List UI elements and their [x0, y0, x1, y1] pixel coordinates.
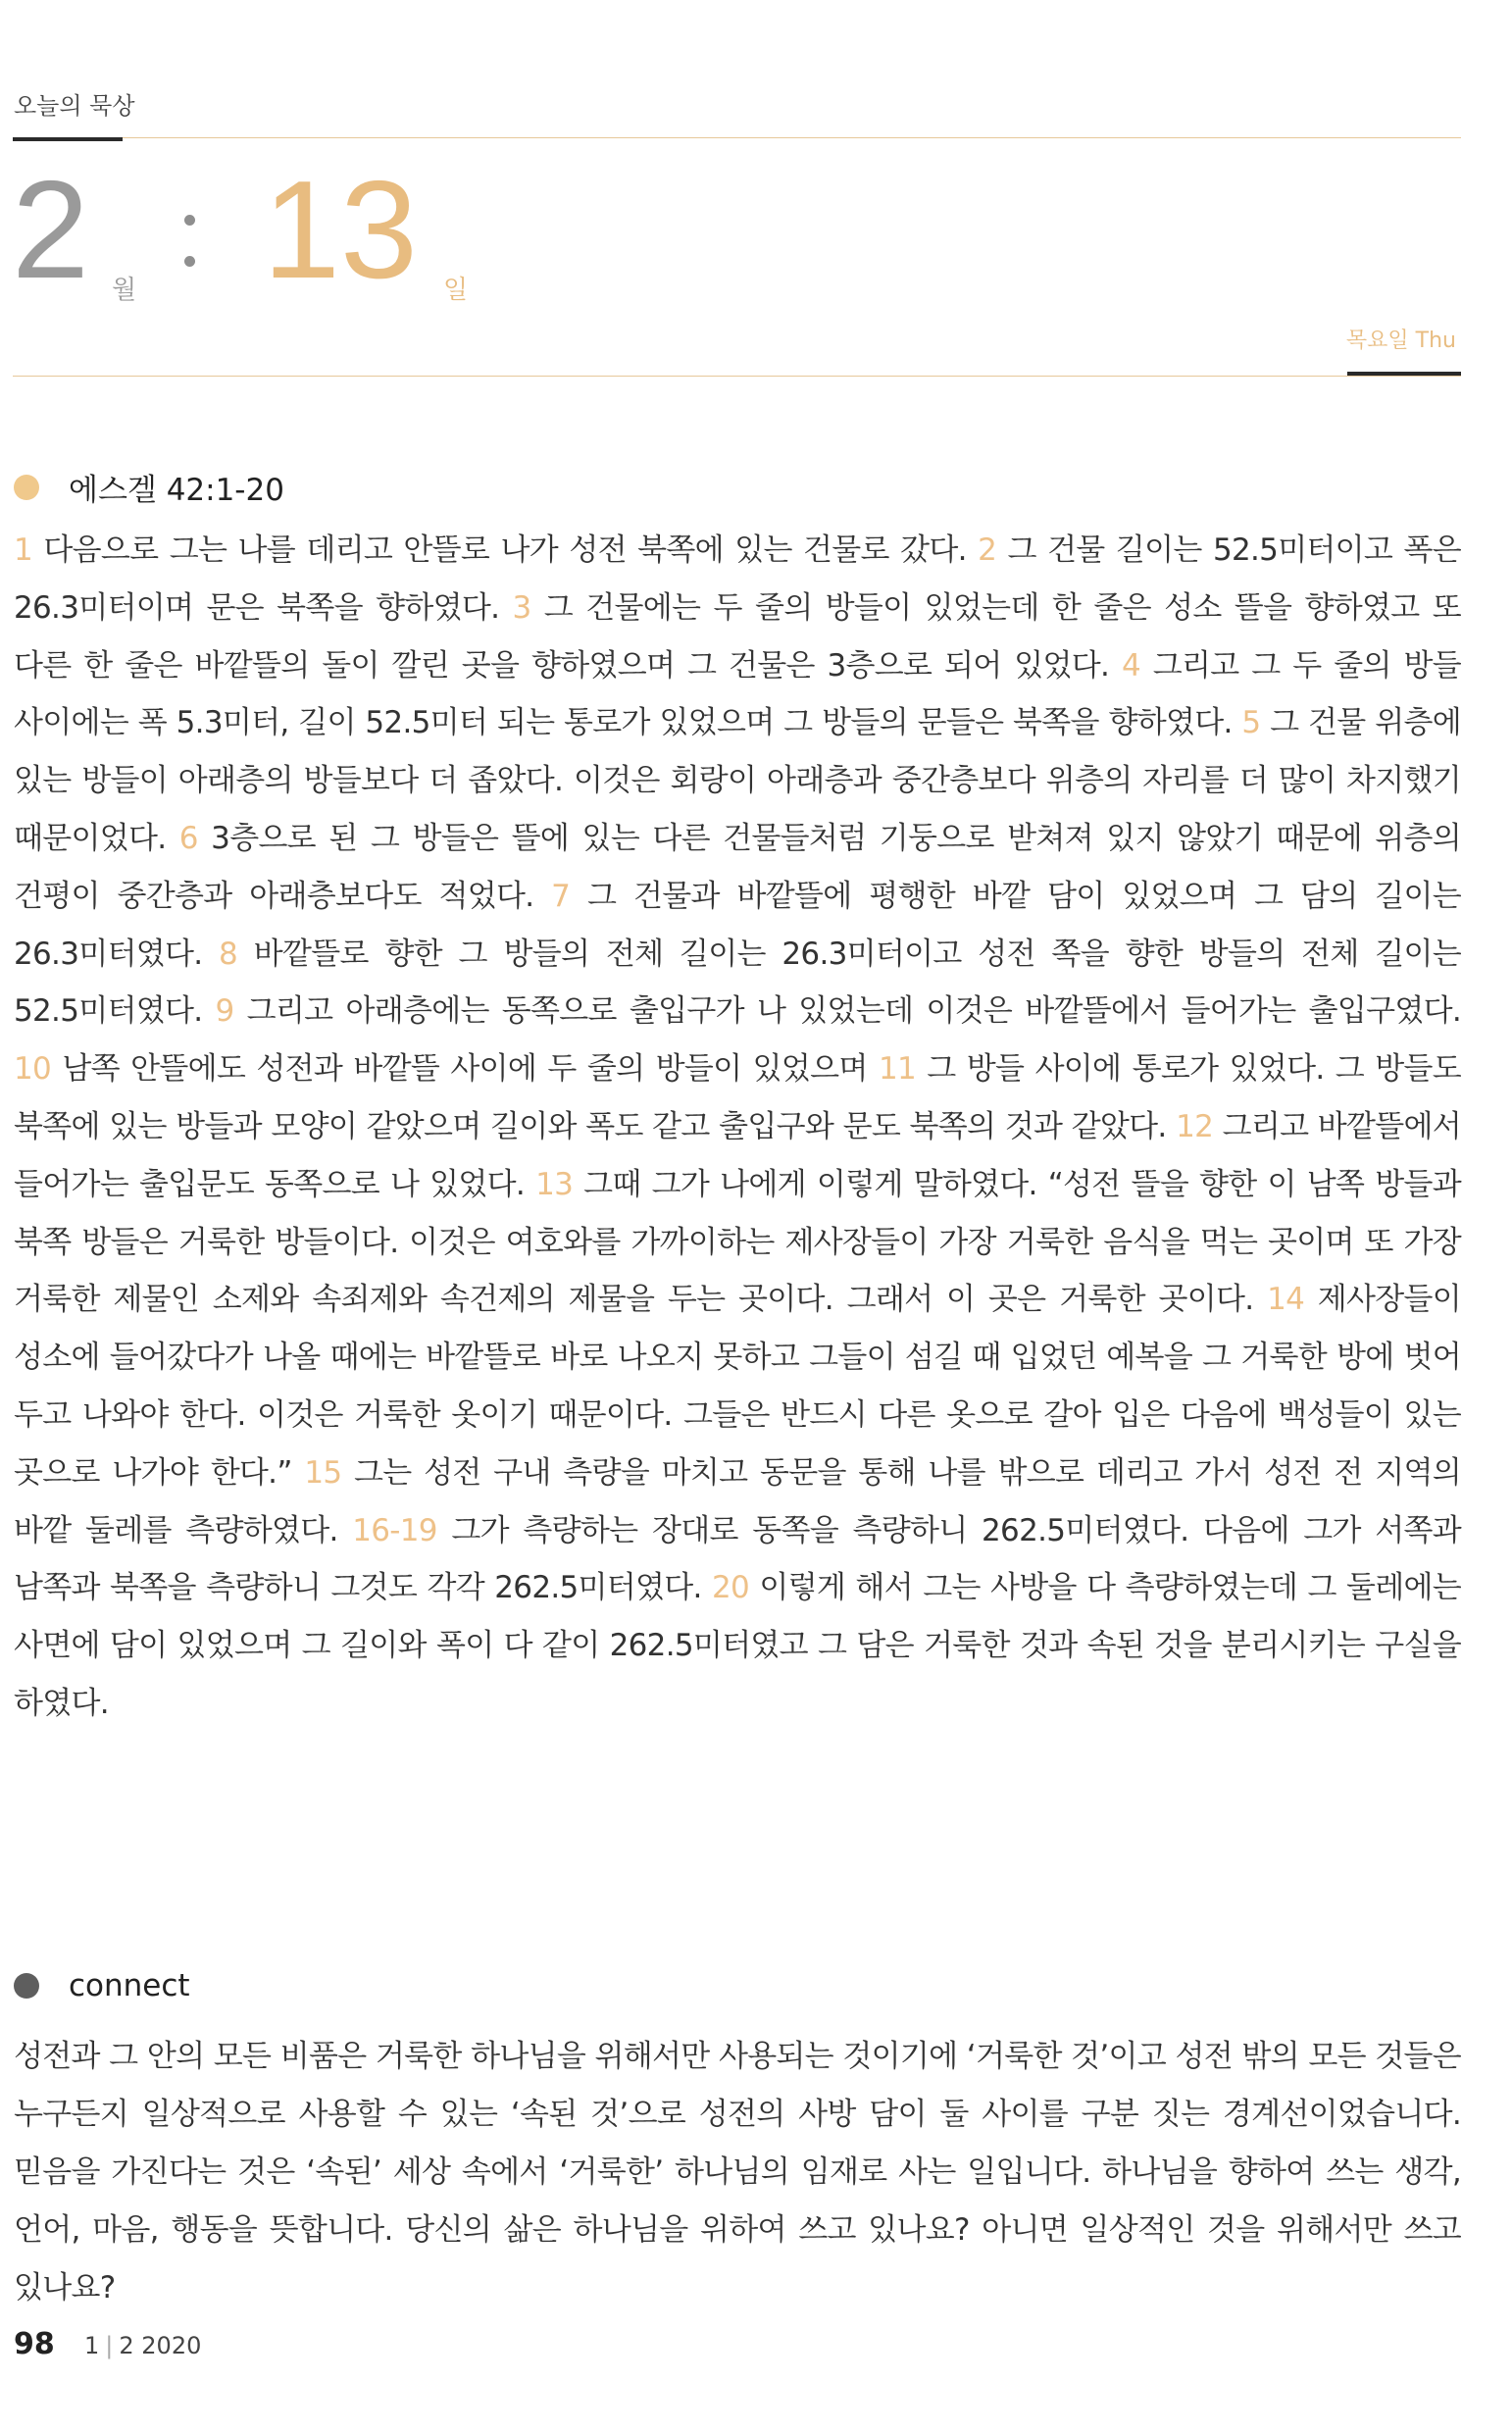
- verse-number: 14: [1267, 1282, 1305, 1318]
- verse-text: 그리고 아래층에는 동쪽으로 출입구가 나 있었는데 이것은 바깥뜰에서 들어가는 출입구였다.: [246, 993, 1462, 1030]
- scripture-heading: [14, 465, 284, 509]
- day-number: 13: [263, 152, 418, 308]
- date-colon-separator: [182, 201, 196, 279]
- month-unit: 월: [112, 276, 137, 305]
- section-label: 오늘의 묵상: [14, 92, 135, 120]
- verse-number: 16-19: [352, 1512, 437, 1548]
- month-number: 2: [12, 152, 89, 308]
- verse-number: 15: [304, 1454, 342, 1491]
- verse-text: 그리고 그 두 줄의 방들 사이에는 폭 5.3미터, 길이 52.5미터 되는 통로가 있었으며 그 방들의 문들은 북쪽을 향하였다.: [14, 647, 1461, 741]
- verse-number: 6: [178, 820, 198, 856]
- issue-info: 1 | 2 2020: [84, 2332, 202, 2359]
- verse-text: 3층으로 된 그 방들은 뜰에 있는 다른 건물들처럼 기둥으로 받쳐져 있지 않았기 때문에 위층의 건평이 중간층과 아래층보다도 적었다.: [14, 820, 1462, 914]
- verse-number: 7: [551, 878, 571, 914]
- verse-number: 5: [1241, 705, 1261, 741]
- verse-number: 13: [535, 1166, 574, 1202]
- verse-text: 남쪽 안뜰에도 성전과 바깥뜰 사이에 두 줄의 방들이 있었으며: [62, 1051, 868, 1088]
- verse-text: 바깥뜰로 향한 그 방들의 전체 길이는 26.3미터이고 성전 쪽을 향한 방들의 전체 길이는 52.5미터였다.: [14, 936, 1462, 1030]
- scripture-text: [14, 522, 1461, 1733]
- verse-text: 그는 성전 구내 측량을 마치고 동문을 통해 나를 밖으로 데리고 가서 성전 전 지역의 바깥 둘레를 측량하였다.: [14, 1454, 1461, 1548]
- verse-text: 그 건물 위층에 있는 방들이 아래층의 방들보다 더 좁았다. 이것은 회랑이 아래층과 중간층보다 위층의 자리를 더 많이 차지했기 때문이었다.: [14, 705, 1461, 856]
- connect-body: 성전과 그 안의 모든 비품은 거룩한 하나님을 위해서만 사용되는 것이기에 ‘거룩한 것’이고 성전 밖의 모든 것들은 누구든지 일상적으로 사용할 수 있는 ‘속된 것’으로 성전의 사방 담이 둘 사이를 구분 짓는 경계선이었습니다. 믿음을 가진다는 것은 ‘속된’ 세상 속에서 ‘거룩한’ 하나님의 임재로 사는 일입니다. 하나님을 향하여 쓰는 생각, 언어, 마음, 행동을 뜻합니다. 당신의 삶은 하나님을 위하여 쓰고 있나요? 아니면 일상적인 것을 위해서만 쓰고 있나요?: [14, 2039, 1461, 2305]
- day-unit: 일: [443, 276, 469, 305]
- page-number: 98: [14, 2327, 55, 2361]
- verse-text: 제사장들이 성소에 들어갔다가 나올 때에는 바깥뜰로 바로 나오지 못하고 그들이 섬길 때 입었던 예복을 그 거룩한 방에 벗어 두고 나와야 한다. 이것은 거룩한 옷이기 때문이다. 그들은 반드시 다른 옷으로 갈아 입은 다음에 백성들이 있는 곳으로 나가야 한다.”: [14, 1282, 1462, 1491]
- verse-text: 그리고 바깥뜰에서 들어가는 출입문도 동쪽으로 나 있었다.: [14, 1108, 1462, 1202]
- verse-number: 2: [978, 532, 997, 568]
- verse-text: 그 건물 길이는 52.5미터이고 폭은 26.3미터이며 문은 북쪽을 향하였다.: [14, 532, 1461, 626]
- verse-text: 이렇게 해서 그는 사방을 다 측량하였는데 그 둘레에는 사면에 담이 있었으며 그 길이와 폭이 다 같이 262.5미터였고 그 담은 거룩한 것과 속된 것을 분리시키는 구실을 하였다.: [14, 1570, 1462, 1721]
- issue-month: 1: [84, 2332, 100, 2359]
- verse-text: 그 건물에는 두 줄의 방들이 있었는데 한 줄은 성소 뜰을 향하였고 또 다른 한 줄은 바깥뜰의 돌이 깔린 곳을 향하였으며 그 건물은 3층으로 되어 있었다.: [14, 589, 1461, 684]
- verse-text: 그때 그가 나에게 이렇게 말하였다. “성전 뜰을 향한 이 남쪽 방들과 북쪽 방들은 거룩한 방들이다. 이것은 여호와를 가까이하는 제사장들이 가장 거룩한 음식을 먹는 곳이며 또 가장 거룩한 제물인 소제와 속죄제와 속건제의 제물을 두는 곳이다. 그래서 이 곳은 거룩한 곳이다.: [14, 1166, 1461, 1318]
- verse-number: 9: [215, 993, 234, 1030]
- verse-number: 8: [219, 936, 238, 972]
- connect-title: connect: [69, 1968, 190, 2003]
- header-divider: [13, 376, 1461, 377]
- section-label-underline: [13, 137, 123, 141]
- verse-number: 12: [1176, 1108, 1214, 1144]
- verse-number: 11: [878, 1051, 916, 1088]
- bullet-dot-icon: [14, 1973, 39, 1999]
- weekday-label: 목요일 Thu: [1345, 329, 1456, 353]
- verse-number: 4: [1121, 647, 1140, 684]
- verse-number: 10: [14, 1051, 52, 1088]
- verse-number: 1: [14, 532, 33, 568]
- verse-text: 다음으로 그는 나를 데리고 안뜰로 나가 성전 북쪽에 있는 건물로 갔다.: [43, 532, 967, 568]
- issue-year: 2 2020: [119, 2332, 202, 2359]
- verse-number: 20: [712, 1570, 750, 1606]
- verse-number: 3: [512, 589, 531, 626]
- verse-text: 그 건물과 바깥뜰에 평행한 바깥 담이 있었으며 그 담의 길이는 26.3미터였다.: [14, 878, 1461, 972]
- verse-text: 그가 측량하는 장대로 동쪽을 측량하니 262.5미터였다. 다음에 그가 서쪽과 남쪽과 북쪽을 측량하니 그것도 각각 262.5미터였다.: [14, 1512, 1462, 1606]
- connect-heading: [14, 1968, 190, 2003]
- weekday-underline: [1347, 372, 1461, 376]
- scripture-reference: 에스겔 42:1-20: [69, 473, 284, 508]
- verse-text: 그 방들 사이에 통로가 있었다. 그 방들도 북쪽에 있는 방들과 모양이 같았으며 길이와 폭도 같고 출입구와 문도 북쪽의 것과 같았다.: [14, 1051, 1462, 1144]
- top-divider: [13, 137, 1461, 138]
- bullet-dot-icon: [14, 475, 39, 500]
